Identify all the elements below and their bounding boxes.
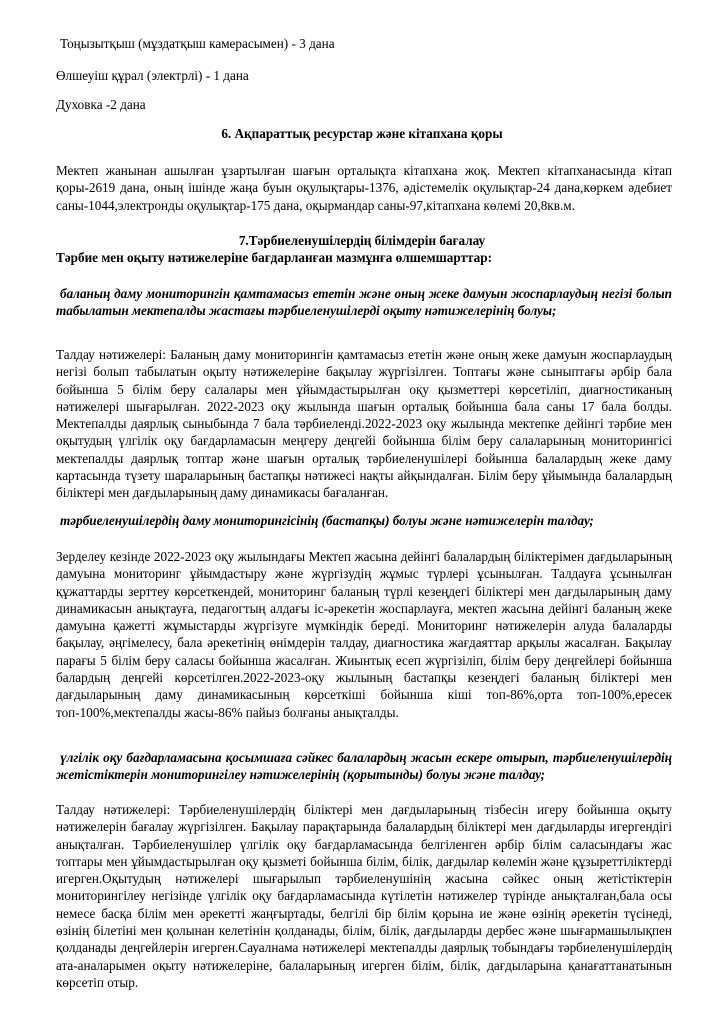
criterion-1 — [56, 285, 672, 320]
analysis-1 — [56, 346, 672, 502]
analysis-3 — [56, 801, 672, 991]
criterion-2 — [56, 512, 672, 529]
criterion-3 — [56, 749, 672, 784]
criterion-1-text: баланың даму мониторингін қамтамасыз ететін және оның жеке дамуын жоспарлаудың негізі болып табылатын мектепалды жастағы тәрбиеленушілерді оқыту нәтижелерінің болуы; — [56, 286, 672, 319]
inventory-oven: Духовка -2 дана — [56, 97, 146, 112]
inventory-scale: Өлшеуіш құрал (электрлі) - 1 дана — [56, 68, 249, 83]
criterion-2-text: тәрбиеленушілердің даму мониторингісінің (бастапқы) болуы және нәтижелерін талдау; — [60, 513, 594, 528]
section6-heading: 6. Ақпараттық ресурстар және кітапхана қоры — [221, 126, 503, 141]
inventory-fridge: Тоңызытқыш (мұздатқыш камерасымен) - 3 дана — [60, 36, 335, 51]
analysis-1-text: Талдау нәтижелері: Баланың даму мониторингін қамтамасыз ететін және оның жеке дамуын жоспарлаудың негізі болып табылатын оқыту нәтижелеріне бақылау жүргізілген. Топтағы және сыныптағы әрбір бала бойынша 5 білім беру салалары мен ұйымдастырылған оқу қызметтері көрсетіліп, диагностиканың нәтижелері шығарылған. 2022-2023 оқу жылында шағын орталық бойынша бала саны 17 бала болды. Мектепалды даярлық сыныбында 7 бала тәрбиеленді.2022-2023 оқу жылында мектепке дейінгі тәрбие мен оқытудың үлгілік оқу бағдарламасын меңгеру деңгейі бойынша білім беру салаларының мониторингісі мектепалды даярлық топтар және шағын орталық тәрбиеленушілері бойынша балалардың жеке даму картасында түзету шараларының бастапқы нәтижесі нақты айқындалған. Білім беру ұйымында балалардың біліктері мен дағдыларының даму динамикасы бағаланған. — [56, 347, 672, 501]
analysis-3-text: Талдау нәтижелері: Тәрбиеленушілердің біліктері мен дағдыларының тізбесін игеру бойынша оқыту нәтижелерін бағалау жүргізілген. Бақылау парақтарында балалардың біліктері мен дағдыларды игергендігі анықталған. Тәрбиеленушілер үлгілік оқу бағдарламасында белгіленген әрбір білім саласындағы жас топтары мен ұйымдастырылған оқу қызметі бойынша білім, білік, дағдылар көлемін және құзыреттіліктерді игерген.Оқытудың нәтижелері шығарылып тәрбиеленушінің жасына сәйкес оның жетістіктерін мониторингілеу негізінде үлгілік оқу бағдарламасында күтілетін нәтижелер түрінде анықталған,бала осы немесе басқа білім мен әрекетті жаңғыртады, белгілі бір білім қорына ие және өзінің әрекетін түсінеді, өзінің білетіні мен қолынан келетінін қолданады, білім, білік, дағдыларды дербес және шығармашылықпен қолданады деңгейлерін игерген.Сауалнама нәтижелері мектепалды даярлық тобындағы тәрбиеленушілердің ата-аналарымен оқыту нәтижелеріне, балаларының игерген білім, білік, дағдыларына қанағаттанатынын көрсетіп отыр. — [56, 802, 672, 990]
criterion-3-text: үлгілік оқу бағдарламасына қосымшаға сәйкес балалардың жасын ескере отырып, тәрбиеленушілердің жетістіктерін мониторингілеу нәтижелерінің (қорытынды) болуы және талдау; — [56, 750, 672, 783]
section6-body — [56, 162, 672, 214]
section6-body-text: Мектеп жанынан ашылған ұзартылған шағын орталықта кітапхана жоқ. Мектеп кітапханасында кітап қоры-2619 дана, оның ішінде жаңа буын оқулықтары-1376, әдістемелік оқулықтар-24 дана,көркем әдебиет саны-1044,электронды оқулықтар-175 дана, оқырмандар саны-97,кітапхана көлемі 20,8кв.м. — [56, 163, 672, 213]
analysis-2 — [56, 548, 672, 721]
analysis-2-text: Зерделеу кезінде 2022-2023 оқу жылындағы Мектеп жасына дейінгі балалардың біліктерімен дағдыларының дамуына мониторинг ұйымдастыру және жүргізудің жұмыс түрлері ұсынылған. Талдауға ұсынылған құжаттарды зерттеу көрсеткендей, мониторинг баланың түрлі кезеңдегі біліктері мен дағдыларының даму динамикасын анықтауға, педагогтың алдағы іс-әрекетін жоспарлауға, мектеп жасына дейінгі баланың жеке дамуына қажетті жұмыстарды жүргізуге мүмкіндік береді. Мониторинг нәтижелерін алуда балаларды бақылау, әңгімелесу, бала әрекетінің өнімдерін талдау, диагностика жағдаяттар арқылы жасалған. Бақылау парағы 5 білім беру саласы бойынша жасалған. Жиынтық есеп жүргізіліп, білім беру деңгейлері бойынша балардың деңгейі көрсетілген.2022-2023-оқу жылының бастапқы кезеңдегі баланың біліктері мен дағдыларының даму динамикасының көрсеткіші бойынша кіші топ-86%,орта топ-100%,ересек топ-100%,мектепалды жасы-86% пайыз болғаны анықталды. — [56, 549, 672, 720]
section7-heading: 7.Тәрбиеленушілердің білімдерін бағалау — [238, 233, 486, 248]
section7-subheading: Тәрбие мен оқыту нәтижелеріне бағдарланған мазмұнға өлшемшарттар: — [56, 250, 492, 265]
